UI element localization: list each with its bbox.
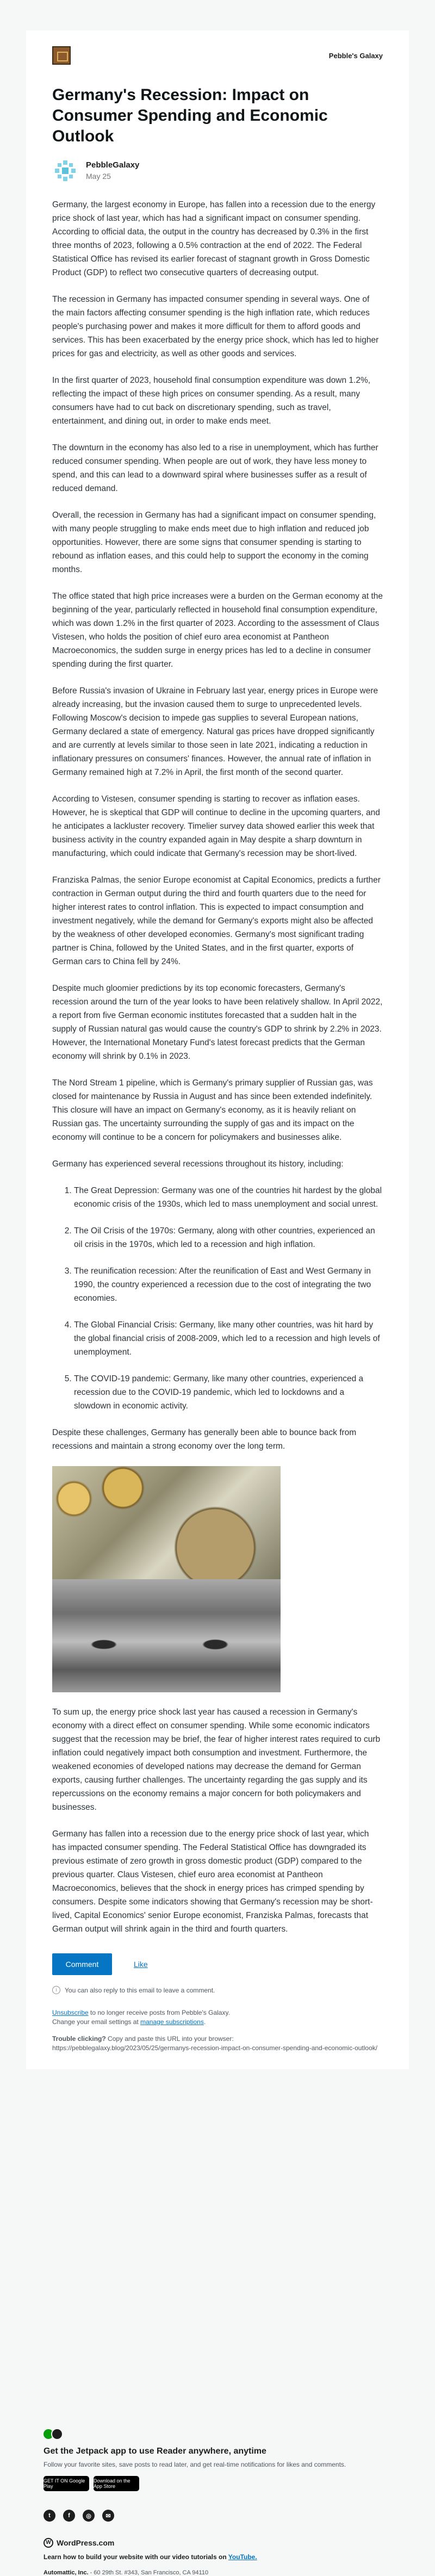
post-body [52, 198, 383, 1936]
manage-subscriptions-link[interactable]: manage subscriptions [140, 2018, 204, 2026]
subscription-footer [52, 2008, 383, 2027]
lower-footer [44, 2428, 391, 2576]
paragraph: Germany has fallen into a recession due to the energy price shock of last year, which has impacted consumer spending. The Federal Statistical Office has downgraded its previous estimate of zero growth in gross domestic product (GDP) compared to the previous quarter. Claus Vistesen, chief euro area economist at Pantheon Macroeconomics, believes that the shock in energy prices has crimped spending by consumers. Despite some indicators showing that Germany's recession may be short-lived, Capital Economics' senior Europe economist, Franziska Palmas, forecasts that German output will shrink again in the third and fourth quarters. [52, 1829, 373, 1934]
learn-text: Learn how to build your website with our video tutorials on [44, 2553, 228, 2561]
period: . [203, 2018, 206, 2026]
paragraph: The Nord Stream 1 pipeline, which is Germany's primary supplier of Russian gas, was closed for maintenance by Russia in August and has since been extended indefinitely. This closure will have an impact on Germany's economy, as it is heavily reliant on Russian gas. The uncertainty surrounding the supply of gas and its impact on the economy will continue to be a concern for policymakers and businesses alike. [52, 1078, 373, 1142]
paragraph: Germany has experienced several recessions throughout its history, including: [52, 1159, 344, 1169]
post-card [26, 30, 409, 2069]
recession-list [52, 1184, 383, 1413]
author-name[interactable]: PebbleGalaxy [86, 160, 140, 170]
wordpress-logo-icon: W [44, 2538, 53, 2548]
list-item: 1. The Great Depression: Germany was one of the countries hit hardest by the global economic crisis of the 1930s, which led to mass unemployment and social unrest. [74, 1184, 383, 1211]
trouble-text: Copy and paste this URL into your browser: [105, 2035, 234, 2043]
list-item: 4. The Global Financial Crisis: Germany, like many other countries, was hit hard by the global financial crisis of 2008-2009, which led to a recession and high levels of unemployment. [74, 1318, 383, 1359]
info-icon: i [52, 1986, 60, 1994]
list-item: 2. The Oil Crisis of the 1970s: Germany, along with other countries, experienced an oil crisis in the 1970s, which led to a recession and high inflation. [74, 1224, 383, 1251]
post-url[interactable]: https://pebblegalaxy.blog/2023/05/25/germanys-recession-impact-on-consumer-spending-and-economic-outlook/ [52, 2044, 378, 2052]
app-store-button[interactable]: Download on the App Store [94, 2476, 139, 2491]
trouble-block [52, 2034, 383, 2053]
facebook-icon[interactable]: f [63, 2510, 75, 2522]
site-name[interactable]: Pebble's Galaxy [328, 51, 383, 60]
author-row [52, 158, 383, 184]
paragraph: According to Vistesen, consumer spending is starting to recover as inflation eases. However, he is skeptical that GDP will continue to decline in the upcoming quarters, and he anticipates a lackluster recovery. Timelier survey data showed earlier this week that business activity in the country expanded again in May despite a sharp downturn in manufacturing, which could indicate that Germany's recession may be short-lived. [52, 794, 380, 858]
paragraph: The recession in Germany has impacted consumer spending in several ways. One of the main factors affecting consumer spending is the high inflation rate, which reduces people's purchasing power and makes it more difficult for them to afford goods and services. This has been exacerbated by the energy price shock, which has led to higher prices for gas and electricity, as well as other goods and services. [52, 295, 379, 358]
wordpress-brand[interactable] [44, 2538, 391, 2548]
youtube-link[interactable]: YouTube. [228, 2553, 257, 2561]
paragraph: Germany, the largest economy in Europe, has fallen into a recession due to the energy price shock of last year, which has had a significant impact on consumer spending. According to official data, the output in the country has decreased by 0.3% in the first three months of 2023, following a 0.5% contraction at the end of 2022. The Federal Statistical Office has revised its earlier forecast of stagnant growth in Gross Domestic Product (GDP) to reflect two consecutive quarters of decreasing output. [52, 200, 376, 277]
app-icons [44, 2428, 391, 2440]
site-logo[interactable] [52, 46, 71, 65]
wordpress-label: WordPress.com [57, 2538, 115, 2547]
paragraph: The downturn in the economy has also led to a rise in unemployment, which has further reduced consumer spending. When people are out of work, they have less money to spend, and this can lead to a downward spiral where businesses suffer as a result of reduced demand. [52, 443, 378, 493]
paragraph: Despite much gloomier predictions by its top economic forecasters, Germany's recession around the turn of the year looks to have been relatively shallow. In April 2022, a report from five German economic institutes forecasted that a sudden halt in the supply of Russian natural gas would cause the country's GDP to shrink by 2.2% in 2023. However, the International Monetary Fund's latest forecast predicts that the German economy will shrink by 0.1% in 2023. [52, 984, 383, 1061]
reply-note-text: You can also reply to this email to leave a comment. [65, 1986, 215, 1994]
comment-button[interactable]: Comment [52, 1953, 112, 1975]
avatar [52, 158, 78, 184]
banknote-photo[interactable] [52, 1579, 281, 1692]
email-icon[interactable]: ✉ [102, 2510, 114, 2522]
trouble-label: Trouble clicking? [52, 2035, 106, 2043]
paragraph: Before Russia's invasion of Ukraine in February last year, energy prices in Europe were already increasing, but the invasion caused them to surge to unprecedented levels. Following Moscow's decision to impede gas supplies to several European nations, Germany declared a state of emergency. Natural gas prices have dropped significantly and are currently at levels similar to those seen in late 2021, indicating a reduction in inflationary pressures on consumers' finances. However, the annual rate of inflation in Germany remained high at 7.2% in April, the first month of the second quarter. [52, 686, 378, 777]
email-header [52, 45, 383, 66]
post-actions [52, 1953, 383, 1975]
wordpress-icon [51, 2428, 63, 2440]
jetpack-subtitle: Follow your favorite sites, save posts to read later, and get real-time notifications for likes and comments. [44, 2461, 346, 2468]
twitter-icon[interactable]: t [44, 2510, 55, 2522]
paragraph: Despite these challenges, Germany has generally been able to bounce back from recessions and maintain a strong economy over the long term. [52, 1428, 357, 1451]
learn-line [44, 2553, 391, 2561]
list-item: 3. The reunification recession: After the reunification of East and West Germany in 1990, the country experienced a recession due to the cost of integrating the two economies. [74, 1264, 383, 1305]
social-links [44, 2510, 391, 2522]
paragraph: To sum up, the energy price shock last year has caused a recession in Germany's economy with a direct effect on consumer spending. While some economic indicators suggest that the recession may be brief, the fear of higher interest rates required to curb inflation could negatively impact both consumption and investment. Furthermore, the weakened economies of developed nations may decrease the demand for German exports, causing further challenges. The uncertainty regarding the gas supply and its repercussions on the economy remains a major concern for both policymakers and businesses. [52, 1708, 381, 1812]
paragraph: Overall, the recession in Germany has had a significant impact on consumer spending, with many people struggling to make ends meet due to high inflation and reduced job opportunities. However, there are some signs that consumer spending is starting to rebound as inflation eases, and this could help to support the economy in the coming months. [52, 511, 376, 574]
company-address [44, 2569, 391, 2576]
store-badges [44, 2476, 391, 2491]
change-settings-text: Change your email settings at [52, 2018, 141, 2026]
like-link[interactable]: Like [134, 1960, 148, 1969]
post-title[interactable]: Germany's Recession: Impact on Consumer Spending and Economic Outlook [52, 86, 328, 145]
address-text: - 60 29th St. #343, San Francisco, CA 94110 [88, 2569, 209, 2576]
company-name: Automattic, Inc. [44, 2569, 89, 2576]
paragraph: Franziska Palmas, the senior Europe economist at Capital Economics, predicts a further contraction in German output during the third and fourth quarters due to the need for higher interest rates to control inflation. This is expected to impact consumption and investment negatively, while the demand for Germany's exports might also be affected by the weakness of other developed economies. Germany's most significant trading partner is China, followed by the United States, and in the first quarter, exports of German cars to China fell by 24%. [52, 876, 381, 966]
unsubscribe-text: to no longer receive posts from Pebble's Galaxy. [88, 2009, 230, 2016]
post-date: May 25 [86, 172, 111, 181]
jetpack-title: Get the Jetpack app to use Reader anywhere, anytime [44, 2447, 266, 2456]
coins-photo[interactable] [52, 1466, 281, 1579]
instagram-icon[interactable]: ◎ [83, 2510, 95, 2522]
reply-note [52, 1986, 383, 1994]
paragraph: In the first quarter of 2023, household final consumption expenditure was down 1.2%, reflecting the impact of these high prices on consumer spending. As a result, many consumers have had to cut back on discretionary spending, such as travel, entertainment, and dining out, in order to make ends meet. [52, 376, 371, 426]
paragraph: The office stated that high price increases were a burden on the German economy at the beginning of the year, particularly reflected in household final consumption expenditure, which was down 1.2% in the first quarter of 2023. According to the assessment of Claus Vistesen, who holds the position of chief euro area economist at Pantheon Macroeconomics, the sudden surge in energy prices has led to a decline in consumer spending during the first quarter. [52, 592, 383, 669]
unsubscribe-link[interactable]: Unsubscribe [52, 2009, 89, 2016]
avatar-icon [53, 158, 78, 183]
list-item: 5. The COVID-19 pandemic: Germany, like many other countries, experienced a recession due to the COVID-19 pandemic, which led to lockdowns and a slowdown in economic activity. [74, 1372, 383, 1413]
google-play-button[interactable]: GET IT ON Google Play [44, 2476, 89, 2491]
